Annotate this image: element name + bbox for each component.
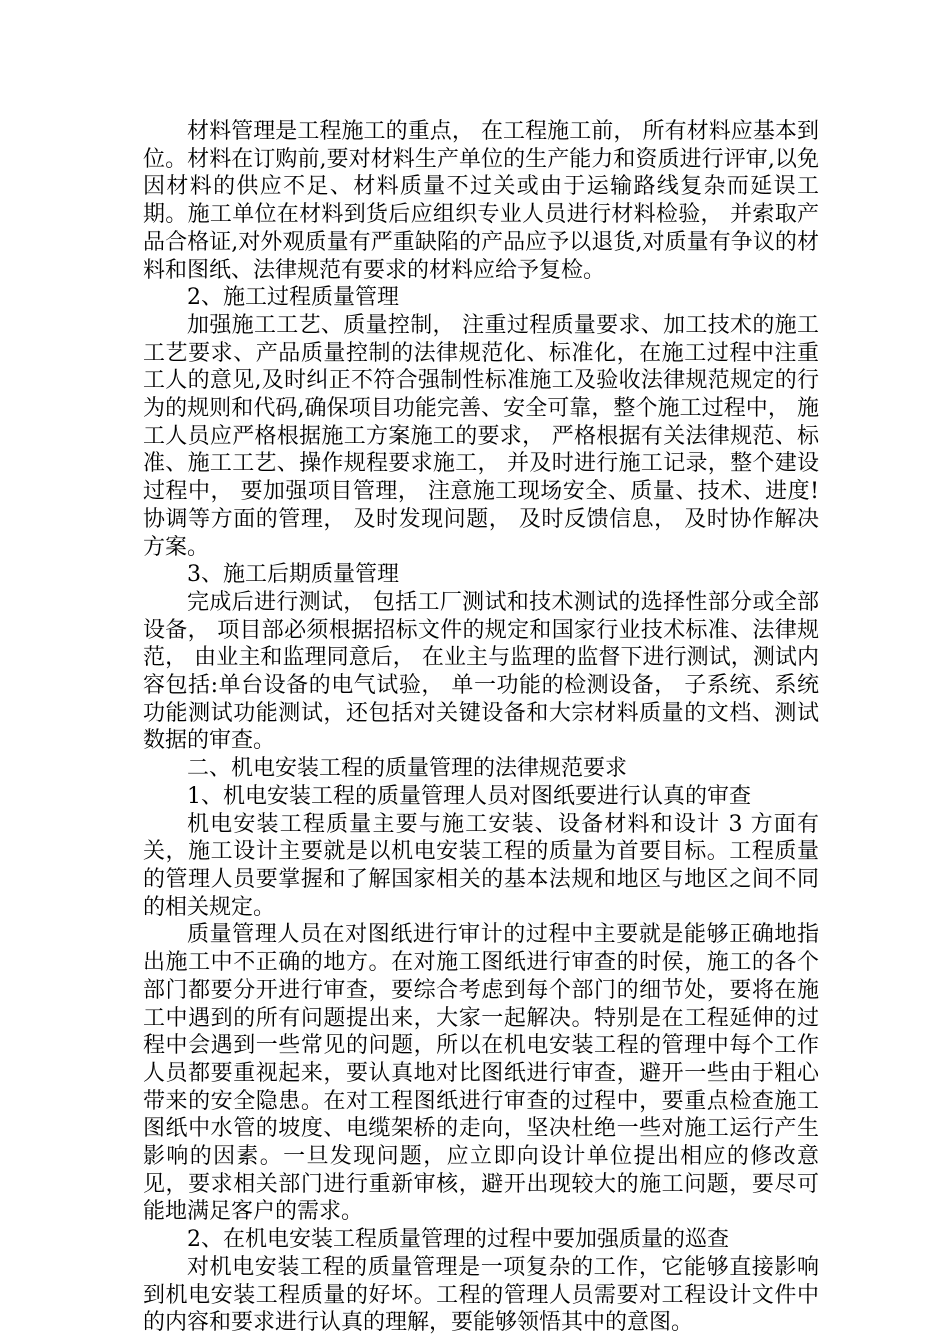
heading-legal-requirements: 二、机电安装工程的质量管理的法律规范要求	[187, 756, 628, 782]
paragraph-construction-process: 加强施工工艺、质量控制， 注重过程质量要求、加工技术的施工工艺要求、产品质量控制的法律规范化、标准化，在施工过程中注重工人的意见,及时纠正不符合强制性标准施工及验收法律规范规定的行为的规则和代码,确保项目功能完善、安全可靠，整个施工过程中， 施工人员应严格根据施工方案施工的要求， 严格根据有关法律规范、标准、施工工艺、操作规程要求施工， 并及时进行施工记录，整个建设过程中， 要加强项目管理， 注意施工现场安全、质量、技术、进度!协调等方面的管理， 及时发现问题， 及时反馈信息， 及时协作解决方案。	[143, 312, 819, 560]
heading-quality-inspection: 2、在机电安装工程质量管理的过程中要加强质量的巡查	[187, 1227, 729, 1253]
paragraph-drawing-audit: 质量管理人员在对图纸进行审计的过程中主要就是能够正确地指出施工中不正确的地方。在对施工图纸进行审查的时侯，施工的各个部门都要分开进行审查，要综合考虑到每个部门的细节处，要将在施工中遇到的所有问题提出来，大家一起解决。特别是在工程延伸的过程中会遇到一些常见的问题，所以在机电安装工程的管理中每个工作人员都要重视起来，要认真地对比图纸进行审查，避开一些由于粗心带来的安全隐患。在对工程图纸进行审查的过程中，要重点检查施工图纸中水管的坡度、电缆架桥的走向，坚决杜绝一些对施工运行产生影响的因素。一旦发现问题，应立即向设计单位提出相应的修改意见，要求相关部门进行重新审核，避开出现较大的施工问题，要尽可能地满足客户的需求。	[143, 922, 819, 1225]
heading-late-stage-quality: 3、施工后期质量管理	[187, 562, 399, 588]
paragraph-quality-factors: 机电安装工程质量主要与施工安装、设备材料和设计 3 方面有关，施工设计主要就是以机电安装工程的质量为首要目标。工程质量的管理人员要掌握和了解国家相关的基本法规和地区与地区之间不同的相关规定。	[143, 811, 819, 920]
paragraph-quality-inspection: 对机电安装工程的质量管理是一项复杂的工作，它能够直接影响到机电安装工程质量的好坏。工程的管理人员需要对工程设计文件中的内容和要求进行认真的理解，要能够领悟其中的意图。	[143, 1254, 819, 1336]
paragraph-material-management: 材料管理是工程施工的重点， 在工程施工前， 所有材料应基本到位。材料在订购前,要对材料生产单位的生产能力和资质进行评审,以免因材料的供应不足、材料质量不过关或由于运输路线复杂而延误工期。施工单位在材料到货后应组织专业人员进行材料检验， 并索取产品合格证,对外观质量有严重缺陷的产品应予以退货,对质量有争议的材料和图纸、法律规范有要求的材料应给予复检。	[143, 119, 819, 283]
heading-drawing-review: 1、机电安装工程的质量管理人员对图纸要进行认真的审查	[187, 783, 751, 809]
paragraph-testing: 完成后进行测试， 包括工厂测试和技术测试的选择性部分或全部设备， 项目部必须根据招标文件的规定和国家行业技术标准、法律规范， 由业主和监理同意后， 在业主与监理的监督下进行测试，测试内容包括:单台设备的电气试验， 单一功能的检测设备， 子系统、系统功能测试功能测试，还包括对关键设备和大宗材料质量的文档、测试数据的审查。	[143, 589, 819, 754]
heading-construction-process-quality: 2、施工过程质量管理	[187, 285, 399, 311]
document-page	[143, 118, 819, 1337]
